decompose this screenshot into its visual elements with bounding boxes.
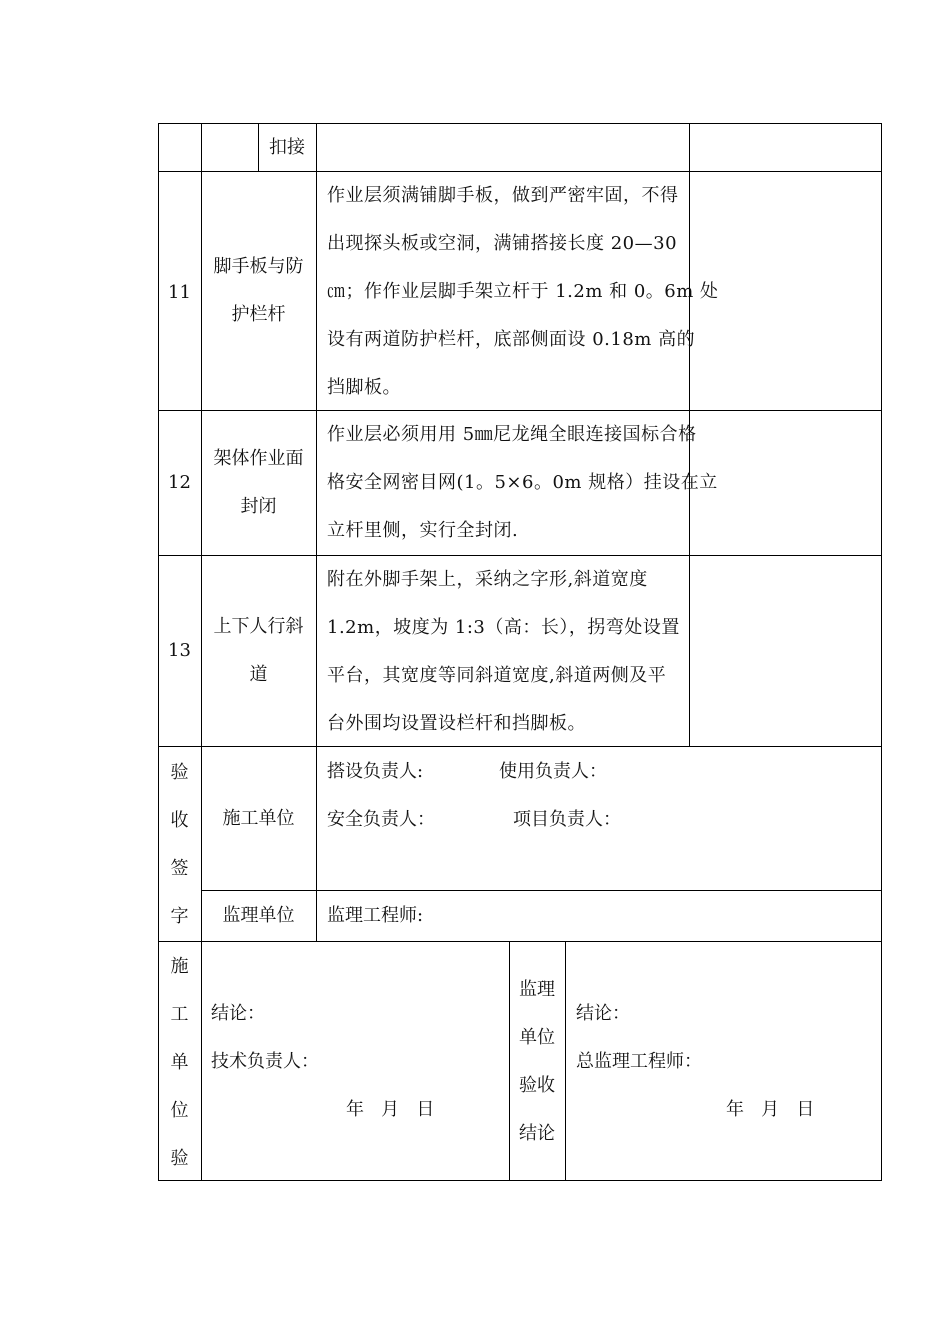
contractor-date[interactable]: 年 月 日 bbox=[346, 1099, 435, 1120]
content-line: 立杆里侧，实行全封闭. bbox=[327, 520, 519, 541]
content-line: 附在外脚手架上，采纳之字形,斜道宽度 bbox=[327, 569, 648, 590]
contractor-acceptance-char: 位 bbox=[170, 1100, 189, 1121]
supervisor-unit-label: 监理单位 bbox=[222, 905, 295, 926]
row-11-item bbox=[201, 243, 316, 339]
content-line: 作业层须满铺脚手板，做到严密牢固，不得 bbox=[327, 185, 679, 206]
row-13-number: 13 bbox=[168, 640, 191, 661]
signoff-label-char: 验 bbox=[170, 762, 189, 783]
project-person-field[interactable]: 项目负责人： bbox=[513, 809, 621, 830]
content-line: 格安全网密目网(1。5×6。0m 规格）挂设在立 bbox=[327, 472, 718, 493]
contractor-acceptance-char: 工 bbox=[170, 1004, 189, 1025]
row-13-item-line: 道 bbox=[249, 664, 268, 685]
row-11-item-line: 护栏杆 bbox=[231, 304, 286, 325]
row-12-content bbox=[327, 411, 718, 555]
content-line: ㎝；作作业层脚手架立杆于 1.2m 和 0。6m 处 bbox=[327, 281, 719, 302]
supervisor-acceptance-label bbox=[509, 966, 565, 1158]
contractor-unit-label: 施工单位 bbox=[222, 808, 295, 829]
row-11-number: 11 bbox=[168, 282, 191, 303]
content-line: 平台，其宽度等同斜道宽度,斜道两侧及平 bbox=[327, 665, 667, 686]
supervisor-conclusion-field[interactable]: 结论： bbox=[576, 1003, 630, 1024]
supervisor-date[interactable]: 年 月 日 bbox=[726, 1099, 815, 1120]
signoff-label-char: 收 bbox=[170, 810, 189, 831]
row-13-item-line: 上下人行斜 bbox=[213, 616, 304, 637]
chief-engineer-field[interactable]: 总监理工程师： bbox=[576, 1051, 702, 1072]
signoff-label bbox=[158, 749, 201, 941]
signoff-label-char: 签 bbox=[170, 858, 189, 879]
supervisor-engineer-field[interactable]: 监理工程师: bbox=[327, 905, 424, 926]
row-12-item bbox=[201, 435, 316, 531]
row-12-item-line: 封闭 bbox=[240, 496, 277, 517]
tech-person-field[interactable]: 技术负责人： bbox=[211, 1051, 319, 1072]
signoff-label-char: 字 bbox=[170, 906, 189, 927]
supervisor-acceptance-line: 验收 bbox=[519, 1075, 555, 1096]
content-line: 作业层必须用用 5㎜尼龙绳全眼连接国标合格 bbox=[327, 424, 697, 445]
use-person-field[interactable]: 使用负责人： bbox=[499, 761, 607, 782]
row-13-item bbox=[201, 603, 316, 699]
row-12-number: 12 bbox=[168, 472, 191, 493]
row-11-content bbox=[327, 172, 719, 412]
row-12-item-line: 架体作业面 bbox=[213, 448, 304, 469]
contractor-acceptance-char: 验 bbox=[170, 1148, 189, 1169]
supervisor-acceptance-line: 结论 bbox=[519, 1123, 555, 1144]
supervisor-acceptance-line: 单位 bbox=[519, 1027, 555, 1048]
contractor-acceptance-char: 施 bbox=[170, 956, 189, 977]
content-line: 1.2m，坡度为 1:3（高：长），拐弯处设置 bbox=[327, 617, 680, 638]
erect-person-field[interactable]: 搭设负责人: bbox=[327, 761, 424, 782]
contractor-acceptance-char: 单 bbox=[170, 1052, 189, 1073]
content-line: 挡脚板。 bbox=[327, 377, 401, 398]
content-line: 台外围均设置设栏杆和挡脚板。 bbox=[327, 713, 586, 734]
row-item-fastening: 扣接 bbox=[269, 137, 305, 158]
content-line: 出现探头板或空洞，满铺搭接长度 20—30 bbox=[327, 233, 678, 254]
row-13-content bbox=[327, 556, 680, 748]
safety-person-field[interactable]: 安全负责人： bbox=[327, 809, 435, 830]
supervisor-acceptance-line: 监理 bbox=[519, 979, 555, 1000]
row-11-item-line: 脚手板与防 bbox=[213, 256, 304, 277]
contractor-conclusion-field[interactable]: 结论： bbox=[211, 1003, 265, 1024]
content-line: 设有两道防护栏杆，底部侧面设 0.18m 高的 bbox=[327, 329, 696, 350]
contractor-acceptance-label bbox=[158, 943, 201, 1183]
